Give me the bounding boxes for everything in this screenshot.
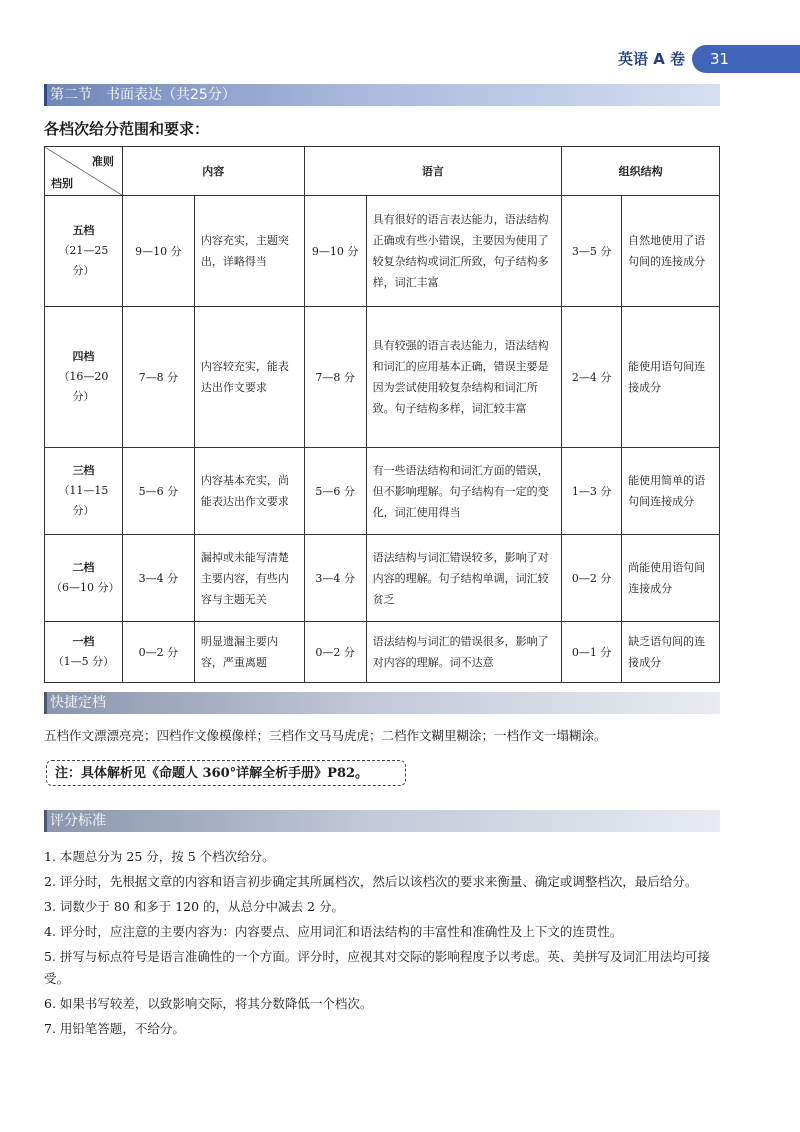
- list-item: 2. 评分时，先根据文章的内容和语言初步确定其所属档次，然后以该档次的要求来衡量、确定或调整档次，最后给分。: [44, 874, 698, 889]
- structure-score: 3—5 分: [562, 196, 622, 307]
- header-structure: 组织结构: [562, 147, 720, 196]
- criteria-heading: [44, 810, 720, 832]
- structure-score: 1—3 分: [562, 448, 622, 535]
- quick-grading-title: 快捷定档: [50, 695, 106, 711]
- table-row: [45, 307, 720, 448]
- structure-desc: 自然地使用了语句间的连接成分: [622, 196, 720, 307]
- language-score: 5—6 分: [304, 448, 366, 535]
- grade-cell: [45, 622, 123, 683]
- language-desc: 语法结构与词汇的错误很多，影响了对内容的理解。词不达意: [366, 622, 562, 683]
- table-row: [45, 196, 720, 307]
- language-score: 7—8 分: [304, 307, 366, 448]
- table-row: [45, 448, 720, 535]
- grade-range: （1—5 分）: [52, 655, 115, 668]
- quick-grading-text: 五档作文漂漂亮亮；四档作文像模像样；三档作文马马虎虎；二档作文糊里糊涂；一档作文一塌糊涂。: [44, 728, 607, 743]
- page-number: 31: [710, 50, 730, 68]
- grade-cell: [45, 307, 123, 448]
- list-item: 6. 如果书写较差，以致影响交际，将其分数降低一个档次。: [44, 996, 373, 1011]
- list-item: 7. 用铅笔答题，不给分。: [44, 1021, 185, 1036]
- section-title: 书面表达（共25分）: [106, 87, 236, 103]
- language-score: 0—2 分: [304, 622, 366, 683]
- content-desc: 内容较充实，能表达出作文要求: [194, 307, 304, 448]
- structure-desc: 尚能使用语句间连接成分: [622, 535, 720, 622]
- language-desc: 具有较强的语言表达能力，语法结构和词汇的应用基本正确，错误主要是因为尝试使用较复杂结构和词汇所致。句子结构多样，词汇较丰富: [366, 307, 562, 448]
- structure-desc: 能使用简单的语句间连接成分: [622, 448, 720, 535]
- content-score: 5—6 分: [122, 448, 194, 535]
- corner-bottom-label: 档别: [51, 177, 73, 190]
- structure-desc: 缺乏语句间的连接成分: [622, 622, 720, 683]
- note-box: 注：具体解析见《命题人 360°详解全析手册》P82。: [46, 760, 406, 786]
- grade-cell: [45, 448, 123, 535]
- structure-score: 2—4 分: [562, 307, 622, 448]
- structure-desc: 能使用语句间连接成分: [622, 307, 720, 448]
- grade-cell: [45, 196, 123, 307]
- book-title: 英语 A 卷: [618, 50, 686, 68]
- criteria-title: 评分标准: [50, 813, 106, 829]
- section-prefix: 第二节: [50, 87, 92, 103]
- content-desc: 内容充实，主题突出，详略得当: [194, 196, 304, 307]
- table-subtitle: 各档次给分范围和要求：: [44, 120, 210, 138]
- grade-range: （6—10 分）: [51, 581, 120, 594]
- header-language: 语言: [304, 147, 562, 196]
- grade-cell: [45, 535, 123, 622]
- grade-name: 五档: [72, 224, 95, 237]
- corner-cell: [45, 147, 123, 196]
- structure-score: 0—1 分: [562, 622, 622, 683]
- table-header-row: [45, 147, 720, 196]
- content-desc: 内容基本充实，尚能表达出作文要求: [194, 448, 304, 535]
- grade-name: 一档: [72, 635, 95, 648]
- language-desc: 具有很好的语言表达能力，语法结构正确或有些小错误，主要因为使用了较复杂结构或词汇所致，句子结构多样，词汇丰富: [366, 196, 562, 307]
- language-desc: 语法结构与词汇错误较多，影响了对内容的理解。句子结构单调，词汇较贫乏: [366, 535, 562, 622]
- language-desc: 有一些语法结构和词汇方面的错误，但不影响理解。句子结构有一定的变化，词汇使用得当: [366, 448, 562, 535]
- content-score: 3—4 分: [122, 535, 194, 622]
- language-score: 3—4 分: [304, 535, 366, 622]
- list-item: 1. 本题总分为 25 分，按 5 个档次给分。: [44, 849, 275, 864]
- grade-range: （11—15 分）: [58, 484, 109, 517]
- grade-name: 三档: [72, 464, 95, 477]
- language-score: 9—10 分: [304, 196, 366, 307]
- content-score: 0—2 分: [122, 622, 194, 683]
- list-item: 4. 评分时，应注意的主要内容为：内容要点、应用词汇和语法结构的丰富性和准确性及上下文的连贯性。: [44, 924, 623, 939]
- list-item: 3. 词数少于 80 和多于 120 的，从总分中减去 2 分。: [44, 899, 344, 914]
- table-row: [45, 535, 720, 622]
- content-desc: 明显遗漏主要内容，严重离题: [194, 622, 304, 683]
- grade-range: （21—25 分）: [58, 244, 109, 277]
- content-score: 9—10 分: [122, 196, 194, 307]
- structure-score: 0—2 分: [562, 535, 622, 622]
- content-score: 7—8 分: [122, 307, 194, 448]
- header-content: 内容: [122, 147, 304, 196]
- grade-name: 四档: [72, 350, 95, 363]
- grading-table: [44, 146, 720, 683]
- corner-top-label: 准则: [91, 155, 114, 168]
- quick-grading-heading: [44, 692, 720, 714]
- list-item: 5. 拼写与标点符号是语言准确性的一个方面。评分时，应视其对交际的影响程度予以考虑。英、美拼写及词汇用法均可接受。: [44, 949, 710, 986]
- grade-range: （16—20 分）: [58, 370, 109, 403]
- table-row: [45, 622, 720, 683]
- page-number-badge: [692, 45, 800, 73]
- criteria-list: [44, 846, 724, 1043]
- content-desc: 漏掉或未能写清楚主要内容，有些内容与主题无关: [194, 535, 304, 622]
- section-heading: [44, 84, 720, 106]
- grade-name: 二档: [72, 561, 95, 574]
